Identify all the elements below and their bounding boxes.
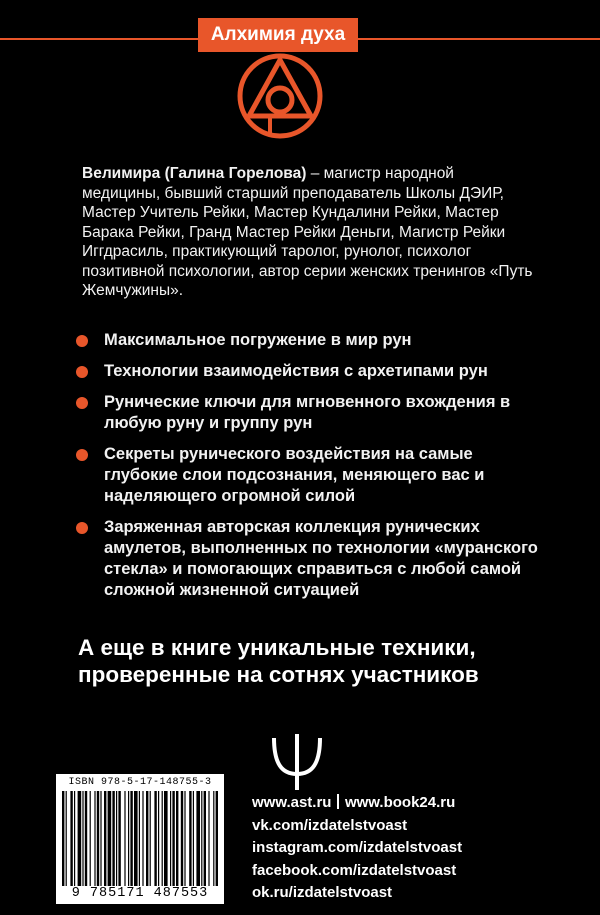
barcode-bar: [193, 791, 194, 886]
list-item-text: Заряженная авторская коллекция рунических амулетов, выполненных по технологии «муранского стекла» и помогающих справиться с любой самой сложной жизненной ситуацией: [104, 518, 538, 599]
barcode-bar: [97, 791, 99, 886]
link-book24[interactable]: www.book24.ru: [344, 794, 456, 811]
list-item: [76, 330, 546, 351]
barcode-bar: [154, 791, 156, 886]
barcode-bar: [213, 791, 214, 886]
barcode-bar: [74, 791, 75, 886]
link-vk[interactable]: vk.com/izdatelstvoast: [252, 816, 408, 834]
barcode-bar: [196, 791, 200, 886]
divider: [337, 794, 339, 809]
bullet-icon: [76, 397, 88, 409]
isbn-number: ISBN 978-5-17-148755-3: [68, 777, 212, 788]
list-item-text: Рунические ключи для мгновенного вхождения в любую руну и группу рун: [104, 393, 511, 432]
barcode-bar: [82, 791, 83, 886]
list-item: [76, 444, 546, 507]
bullet-icon: [76, 522, 88, 534]
barcode-bar: [104, 791, 106, 886]
barcode-bar: [150, 791, 151, 886]
barcode-bar: [216, 791, 218, 886]
barcode-bar: [176, 791, 178, 886]
barcode-digits: 9 785171 487553: [71, 886, 209, 901]
feature-list: [76, 330, 546, 601]
barcode-bar: [128, 791, 129, 886]
barcode-bar: [189, 791, 191, 886]
barcode-bar: [158, 791, 159, 886]
list-item-text: Секреты рунического воздействия на самые глубокие слои подсознания, меняющего вас и наделяющего огромной силой: [104, 445, 485, 505]
tagline-line-1: А еще в книге уникальные техники,: [78, 635, 476, 660]
barcode-bars: [62, 791, 218, 886]
publisher-links: [252, 792, 462, 905]
link-instagram[interactable]: instagram.com/izdatelstvoast: [252, 839, 463, 856]
barcode-bar: [204, 791, 206, 886]
link-ast[interactable]: www.ast.ru: [252, 794, 332, 811]
list-item: [76, 361, 546, 382]
barcode-bar: [90, 791, 91, 886]
alchemy-symbol-icon: [236, 52, 324, 140]
isbn-barcode: [56, 774, 224, 904]
barcode-bar: [172, 791, 174, 886]
tagline: [78, 634, 538, 688]
link-facebook[interactable]: facebook.com/izdatelstvoast: [252, 861, 457, 879]
barcode-bar: [66, 791, 67, 886]
bullet-icon: [76, 335, 88, 347]
barcode-bar: [100, 791, 101, 886]
barcode-bar: [142, 791, 143, 886]
tagline-line-2: проверенные на сотнях участников: [78, 662, 479, 687]
links-row-web: [252, 792, 462, 815]
barcode-bar: [94, 791, 95, 886]
barcode-bar: [124, 791, 125, 886]
bullet-icon: [76, 366, 88, 378]
barcode-bar: [130, 791, 132, 886]
author-name: Велимира (Галина Горелова): [82, 165, 307, 182]
barcode-bar: [146, 791, 148, 886]
barcode-bar: [62, 791, 64, 886]
series-line-right: [356, 38, 600, 40]
list-item: [76, 517, 546, 601]
series-label: Алхимия духа: [198, 18, 358, 52]
barcode-bar: [85, 791, 87, 886]
author-bio-text: – магистр народной медицины, бывший старший преподаватель Школы ДЭИР, Мастер Учитель Рейки, Мастер Кундалини Рейки, Мастер Барака Рейки, Гранд Мастер Рейки Деньги, Магистр Рейки Иггдрасиль, практикующий таролог, рунолог, психолог позитивной психологии, автор серии женских тренингов «Путь Жемчужины».: [82, 165, 533, 299]
psi-icon: [268, 734, 326, 790]
list-item-text: Технологии взаимодействия с архетипами рун: [104, 362, 488, 380]
author-bio: [82, 164, 534, 301]
barcode-bar: [164, 791, 168, 886]
barcode-bar: [181, 791, 183, 886]
list-item-text: Максимальное погружение в мир рун: [104, 331, 412, 349]
list-item: [76, 392, 546, 434]
barcode-bar: [184, 791, 185, 886]
bullet-icon: [76, 449, 88, 461]
barcode-bar: [134, 791, 138, 886]
barcode-bar: [116, 791, 117, 886]
series-line-left: [0, 38, 200, 40]
barcode-bar: [139, 791, 140, 886]
barcode-bar: [201, 791, 202, 886]
barcode-bar: [162, 791, 163, 886]
barcode-bar: [70, 791, 72, 886]
barcode-bar: [112, 791, 114, 886]
barcode-bar: [78, 791, 82, 886]
link-ok[interactable]: ok.ru/izdatelstvoast: [252, 884, 393, 901]
barcode-bar: [208, 791, 209, 886]
barcode-bar: [170, 791, 171, 886]
barcode-bar: [108, 791, 112, 886]
barcode-bar: [118, 791, 120, 886]
